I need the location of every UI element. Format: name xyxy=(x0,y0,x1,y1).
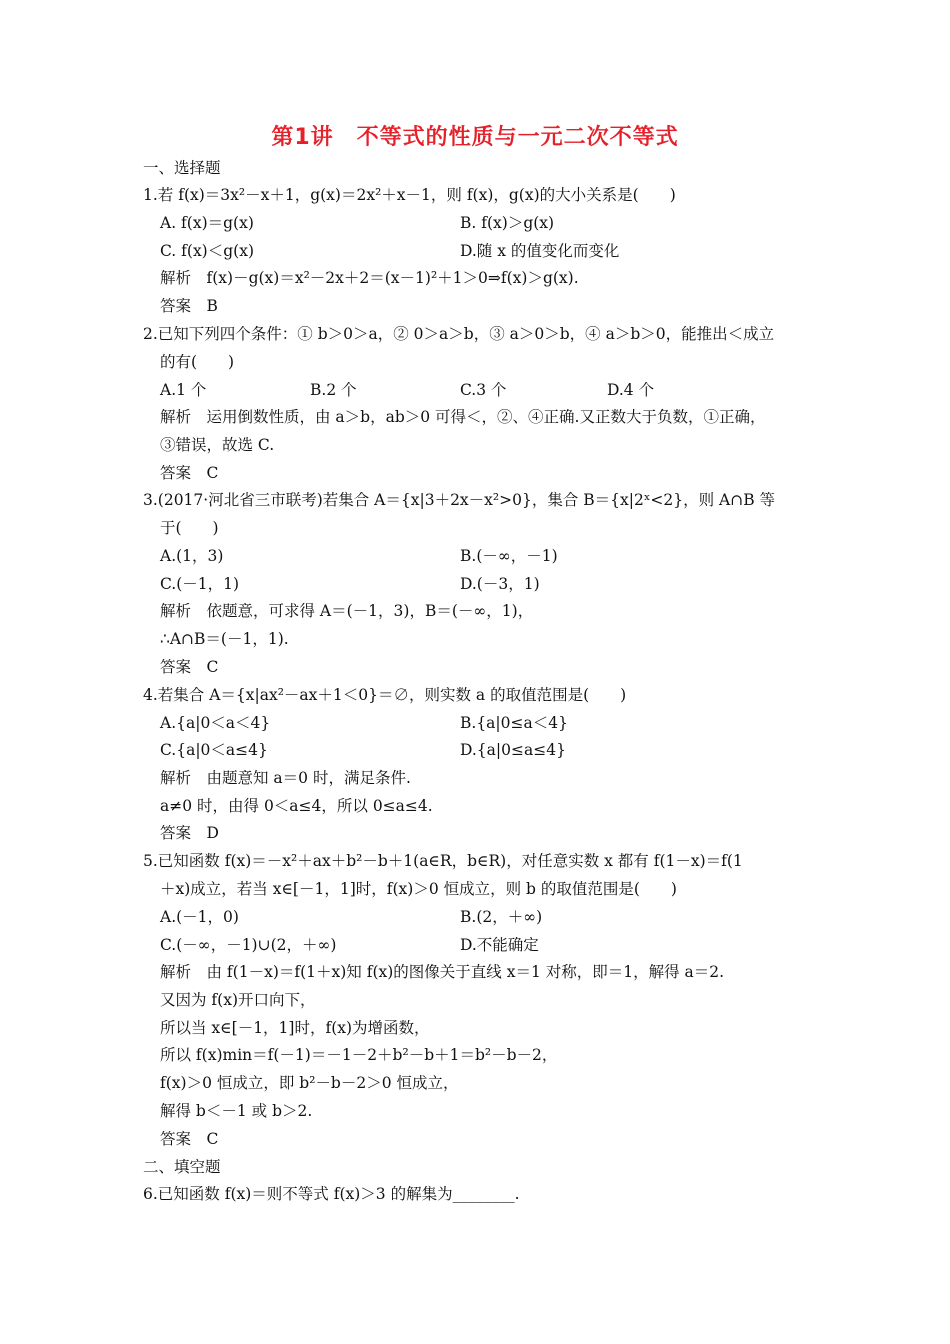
q1-option-c: C. f(x)＜g(x) xyxy=(160,242,254,260)
q1-answer: 答案 B xyxy=(160,297,218,315)
page-title: 第1讲 不等式的性质与一元二次不等式 xyxy=(271,125,679,150)
q3-analysis-line1: 解析 依题意，可求得 A＝(－1，3)，B＝(－∞，1)， xyxy=(160,602,534,620)
q2-analysis-line1: 解析 运用倒数性质，由 a＞b，ab＞0 可得＜，②、④正确.又正数大于负数，①正确， xyxy=(160,408,766,426)
q3-analysis-line2: ∴A∩B＝(－1，1). xyxy=(160,630,289,648)
q5-option-d: D.不能确定 xyxy=(460,936,539,954)
q3-stem-line2: 于( ) xyxy=(160,519,219,537)
q4-analysis-line1: 解析 由题意知 a＝0 时，满足条件. xyxy=(160,769,411,787)
q1-option-a: A. f(x)＝g(x) xyxy=(160,214,254,232)
q1-option-d: D.随 x 的值变化而变化 xyxy=(460,242,620,260)
q5-option-c: C.(－∞，－1)∪(2，＋∞) xyxy=(160,936,337,954)
q2-option-b: B.2 个 xyxy=(310,381,357,399)
q2-option-a: A.1 个 xyxy=(160,381,207,399)
q2-stem-line1: 2.已知下列四个条件：① b＞0＞a，② 0＞a＞b，③ a＞0＞b，④ a＞b＞0，能推出＜成立 xyxy=(143,325,775,343)
q3-option-d: D.(－3，1) xyxy=(460,575,540,593)
q1-stem: 1.若 f(x)＝3x²－x＋1，g(x)＝2x²＋x－1，则 f(x)，g(x)的大小关系是( ) xyxy=(143,186,676,204)
q4-option-b: B.{a|0≤a＜4} xyxy=(460,714,568,732)
q4-analysis-line2: a≠0 时，由得 0＜a≤4，所以 0≤a≤4. xyxy=(160,797,433,815)
q4-answer: 答案 D xyxy=(160,824,219,842)
q3-option-c: C.(－1，1) xyxy=(160,575,240,593)
q2-option-c: C.3 个 xyxy=(460,381,507,399)
q4-option-d: D.{a|0≤a≤4} xyxy=(460,741,566,759)
q3-option-b: B.(－∞，－1) xyxy=(460,547,558,565)
q5-analysis-line1: 解析 由 f(1－x)＝f(1＋x)知 f(x)的图像关于直线 x＝1 对称，即＝1，解得 a＝2. xyxy=(160,963,725,981)
q2-stem-line2: 的有( ) xyxy=(160,353,235,371)
q1-analysis: 解析 f(x)－g(x)＝x²－2x＋2＝(x－1)²＋1＞0⇒f(x)＞g(x). xyxy=(160,269,579,287)
q5-stem-line2: ＋x)成立，若当 x∈[－1，1]时，f(x)＞0 恒成立，则 b 的取值范围是( ) xyxy=(160,880,677,898)
q2-answer: 答案 C xyxy=(160,464,219,482)
q5-option-a: A.(－1，0) xyxy=(160,908,239,926)
q6-stem: 6.已知函数 f(x)＝则不等式 f(x)＞3 的解集为________. xyxy=(143,1185,520,1203)
q3-option-a: A.(1，3) xyxy=(160,547,224,565)
q5-answer: 答案 C xyxy=(160,1130,219,1148)
q3-stem-line1: 3.(2017·河北省三市联考)若集合 A＝{x|3＋2x－x²>0}，集合 B＝{x|2ˣ<2}，则 A∩B 等 xyxy=(143,491,776,509)
q5-analysis-line5: f(x)＞0 恒成立，即 b²－b－2＞0 恒成立， xyxy=(160,1074,459,1092)
q4-option-a: A.{a|0＜a＜4} xyxy=(160,714,271,732)
q4-option-c: C.{a|0＜a≤4} xyxy=(160,741,268,759)
q5-stem-line1: 5.已知函数 f(x)＝－x²＋ax＋b²－b＋1(a∈R，b∈R)，对任意实数 x 都有 f(1－x)＝f(1 xyxy=(143,852,743,870)
q2-analysis-line2: ③错误，故选 C. xyxy=(160,436,275,454)
q4-stem: 4.若集合 A＝{x|ax²－ax＋1＜0}＝∅，则实数 a 的取值范围是( ) xyxy=(143,686,627,704)
q3-answer: 答案 C xyxy=(160,658,219,676)
q5-analysis-line2: 又因为 f(x)开口向下， xyxy=(160,991,316,1009)
q5-analysis-line4: 所以 f(x)min＝f(－1)＝－1－2＋b²－b＋1＝b²－b－2， xyxy=(160,1046,558,1064)
q2-option-d: D.4 个 xyxy=(607,381,655,399)
q1-option-b: B. f(x)＞g(x) xyxy=(460,214,555,232)
q5-option-b: B.(2，＋∞) xyxy=(460,908,543,926)
section-choice: 一、选择题 xyxy=(143,159,221,177)
q5-analysis-line3: 所以当 x∈[－1，1]时，f(x)为增函数， xyxy=(160,1019,430,1037)
section-fill-in: 二、填空题 xyxy=(143,1158,221,1176)
q5-analysis-line6: 解得 b＜－1 或 b＞2. xyxy=(160,1102,313,1120)
